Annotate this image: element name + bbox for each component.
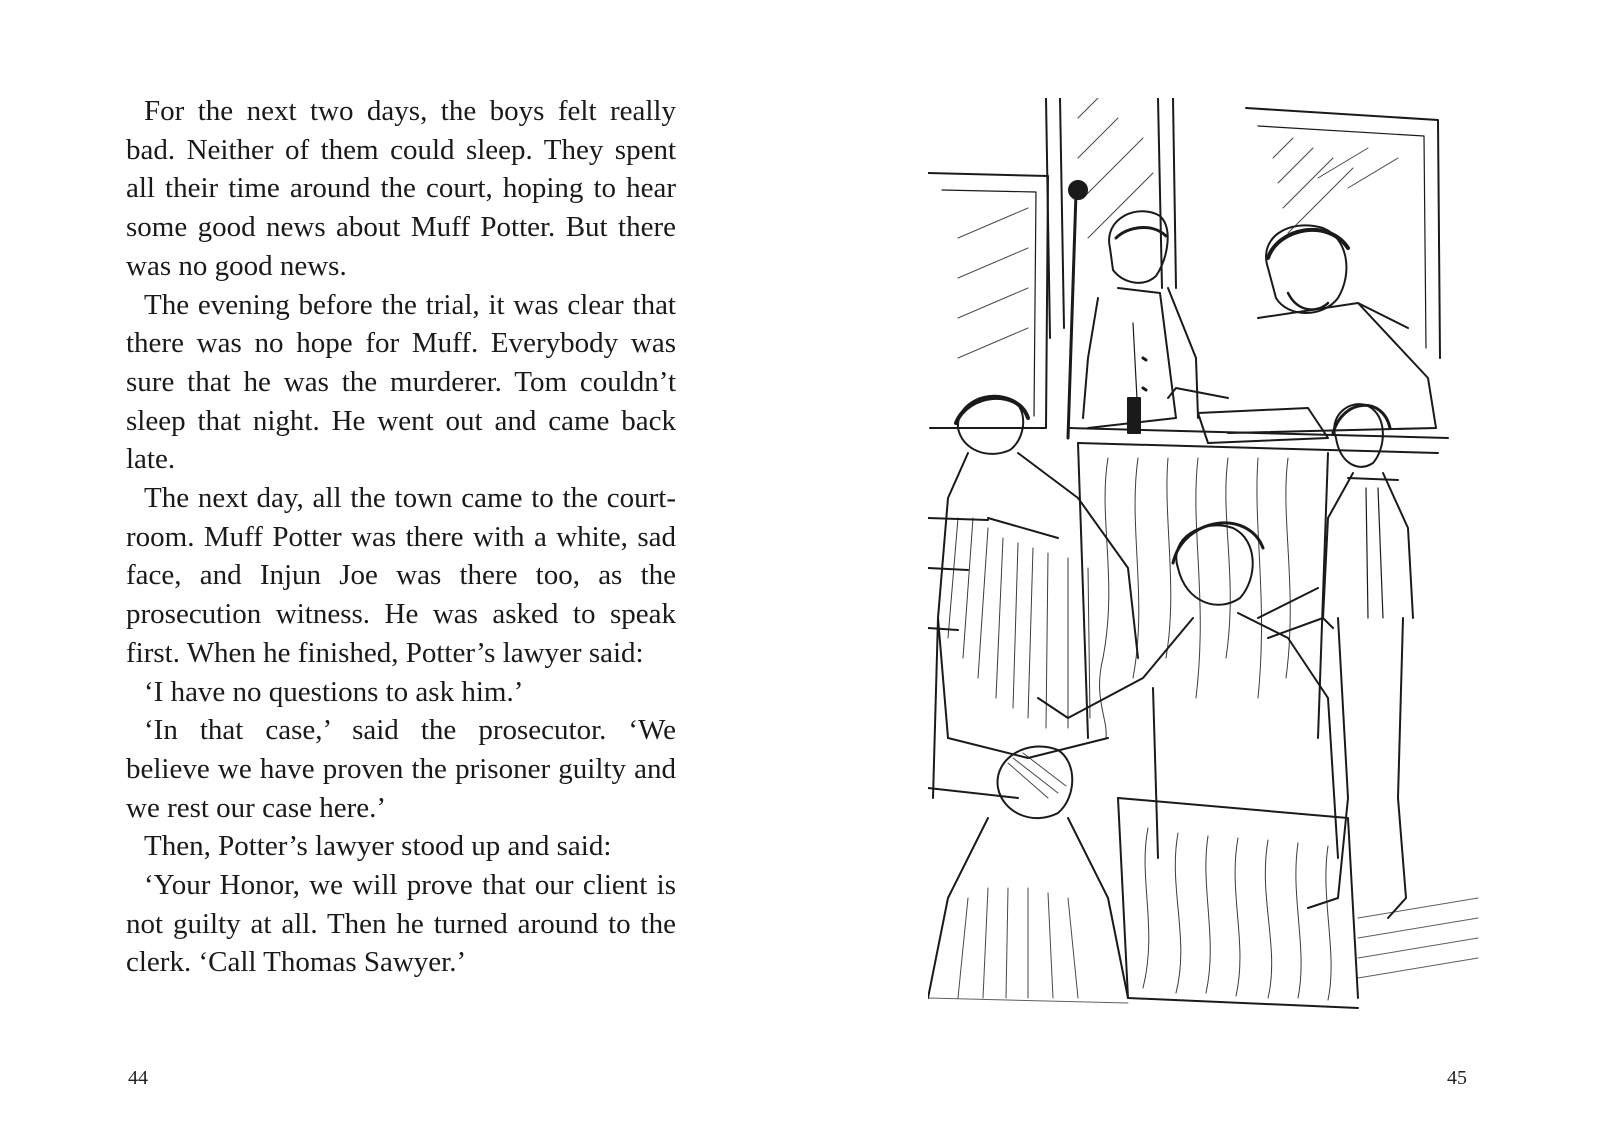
- paragraph-2: The evening before the trial, it was clear that there was no hope for Muff. Everybody was sure that he was the murderer. Tom couldn’t sleep that night. He went out and came back late.: [126, 288, 676, 476]
- paragraph-3: The next day, all the town came to the court-room. Muff Potter was there with a white, sad face, and Injun Joe was there too, as the prosecution witness. He was asked to speak first. When he finished, Potter’s lawyer said:: [126, 482, 676, 669]
- paragraph-5: ‘In that case,’ said the prosecutor. ‘We believe we have proven the prisoner guilty and we rest our case here.’: [126, 714, 676, 824]
- paragraph-1: For the next two days, the boys felt really bad. Neither of them could sleep. They spent all their time around the court, hoping to hear some good news about Muff Potter. But there was no good news.: [126, 95, 676, 282]
- bench-wood-grain: [1100, 458, 1291, 738]
- floor-hatch: [928, 898, 1478, 1003]
- window-hatch: [958, 98, 1398, 358]
- seated-man-figure: [933, 396, 1138, 798]
- seated-man-hatch: [948, 518, 1090, 728]
- front-bench-grain: [1143, 828, 1331, 1000]
- page-number-left: 44: [128, 1067, 148, 1089]
- page-number-right: 45: [1447, 1067, 1467, 1089]
- paragraph-4: ‘I have no questions to ask him.’: [144, 675, 524, 708]
- paragraph-6: Then, Potter’s lawyer stood up and said:: [144, 830, 612, 863]
- boy-figure: [1268, 404, 1413, 918]
- spectator-hatch: [958, 753, 1078, 998]
- paragraph-7: ‘Your Honor, we will prove that our client is not guilty at all. Then he turned around to the clerk. ‘Call Thomas Sawyer.’: [126, 869, 676, 979]
- courtroom-illustration: [928, 98, 1484, 1020]
- story-text: [126, 92, 676, 982]
- right-page: [800, 0, 1600, 1143]
- wall-panels: [928, 98, 1440, 798]
- judge-figure: [1168, 225, 1436, 433]
